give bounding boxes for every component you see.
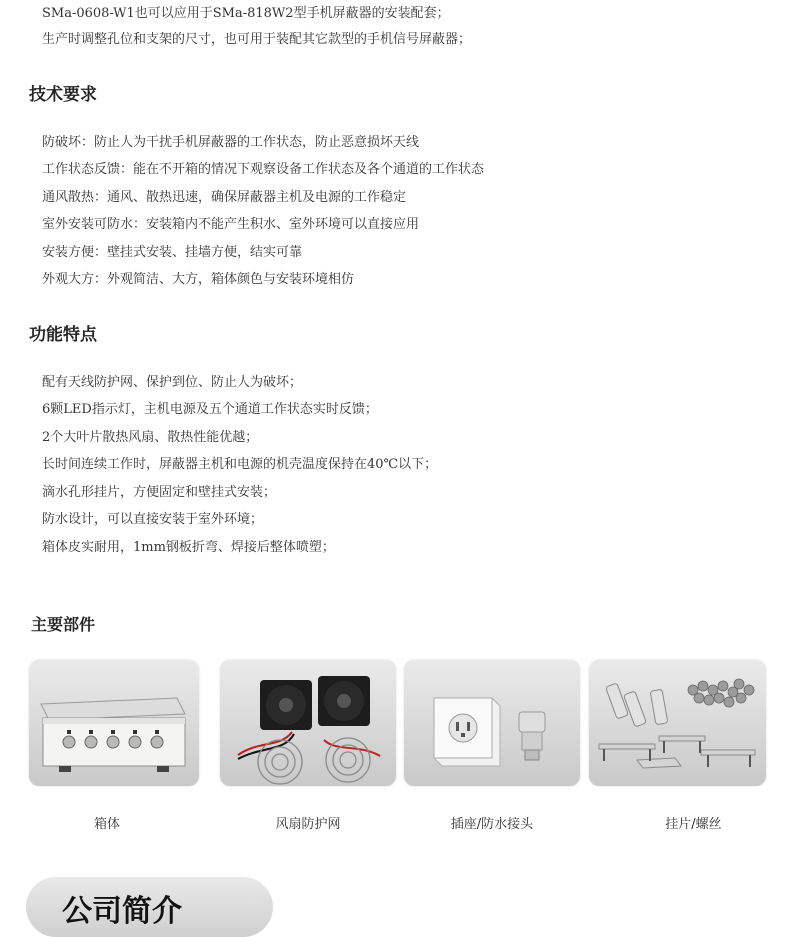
tech-section-title: 技术要求 (29, 85, 97, 105)
feature-item: 防水设计，可以直接安装于室外环境； (42, 512, 264, 527)
brackets-screws-photo (589, 660, 766, 786)
tech-item: 安装方便：壁挂式安装、挂墙方便，结实可靠 (42, 245, 303, 260)
intro-line-2: 生产时调整孔位和支架的尺寸，也可用于装配其它款型的手机信号屏蔽器； (42, 32, 472, 47)
feature-item: 6颗LED指示灯，主机电源及五个通道工作状态实时反馈； (42, 402, 378, 417)
parts-section-title: 主要部件 (31, 615, 96, 634)
features-section-title: 功能特点 (29, 325, 97, 345)
feature-item: 2个大叶片散热风扇、散热性能优越； (42, 430, 259, 445)
tech-item: 通风散热：通风、散热迅速，确保屏蔽器主机及电源的工作稳定 (42, 190, 407, 205)
tech-item: 室外安装可防水：安装箱内不能产生积水、室外环境可以直接应用 (42, 217, 420, 232)
tech-item: 工作状态反馈：能在不开箱的情况下观察设备工作状态及各个通道的工作状态 (42, 162, 485, 177)
part-caption: 风扇防护网 (275, 817, 341, 832)
feature-item: 箱体皮实耐用，1mm钢板折弯、焊接后整体喷塑； (42, 540, 335, 555)
feature-item: 配有天线防护网、保护到位、防止人为破坏； (42, 375, 303, 390)
part-caption: 箱体 (93, 817, 120, 832)
tech-item: 防破坏：防止人为干扰手机屏蔽器的工作状态，防止恶意损坏天线 (42, 135, 420, 150)
part-caption: 插座/防水接头 (450, 817, 534, 832)
intro-line-1: SMa-0608-W1也可以应用于SMa-818W2型手机屏蔽器的安装配套； (42, 6, 450, 21)
fan-guard-photo (220, 660, 396, 786)
socket-connector-photo (404, 660, 580, 786)
part-caption: 挂片/螺丝 (665, 817, 722, 832)
feature-item: 长时间连续工作时，屏蔽器主机和电源的机壳温度保持在40℃以下； (42, 457, 438, 472)
enclosure-box-photo (29, 660, 199, 786)
company-banner-title: 公司简介 (62, 894, 182, 929)
feature-item: 滴水孔形挂片，方便固定和壁挂式安装； (42, 485, 277, 500)
tech-item: 外观大方：外观简洁、大方，箱体颜色与安装环境相仿 (42, 272, 355, 287)
